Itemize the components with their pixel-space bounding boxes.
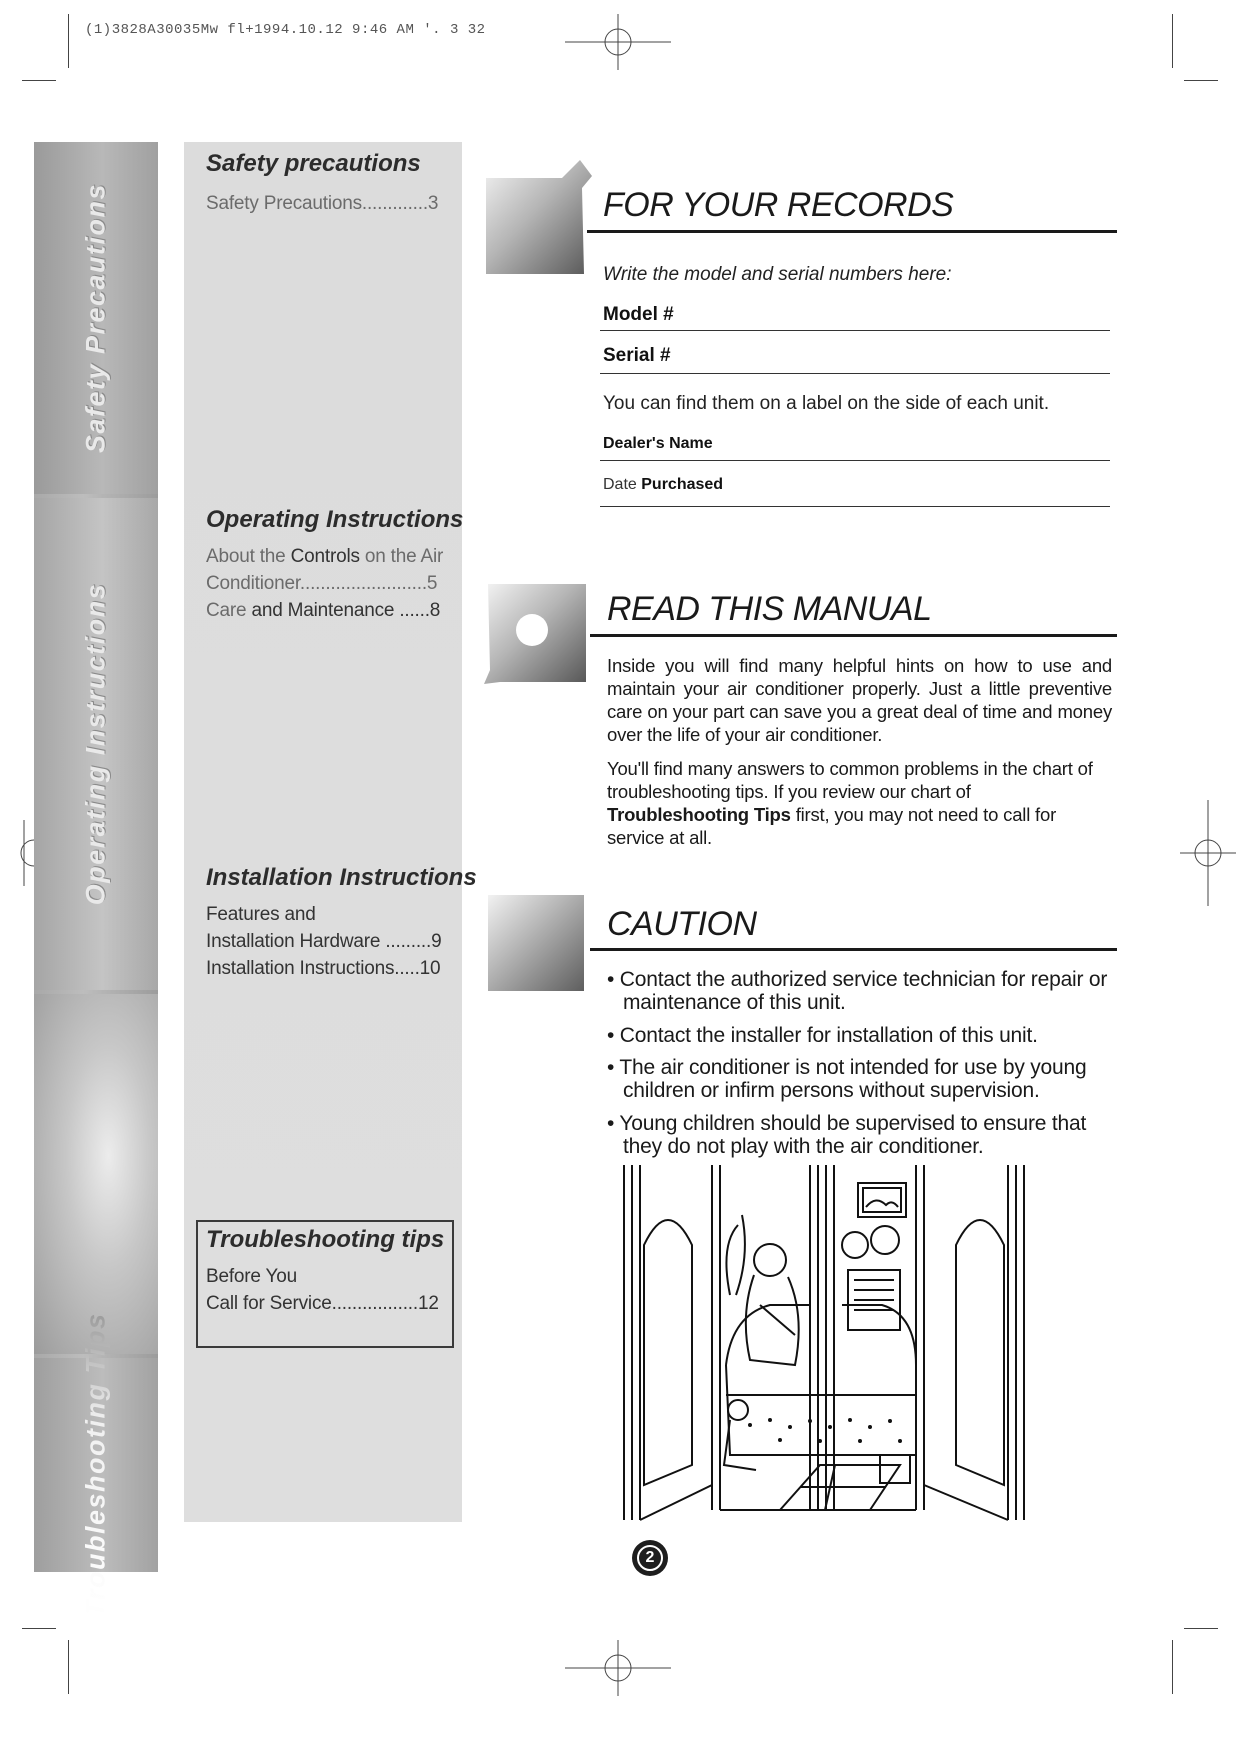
toc-entry-text: Care <box>206 600 252 621</box>
manual-text: You'll find many answers to common problems in the chart of troubleshooting tips. If you review our chart of <box>607 758 1093 802</box>
dealer-label: Dealer's Name <box>603 435 713 452</box>
toc-entry[interactable] <box>206 958 440 980</box>
registration-mark-right <box>1180 800 1236 906</box>
registration-mark-top <box>565 14 671 70</box>
registration-mark-bottom <box>565 1640 671 1696</box>
caution-title: CAUTION <box>607 905 757 943</box>
caution-section-badge <box>488 895 584 991</box>
toc-entry-text: Before You <box>206 1266 297 1287</box>
toc-heading-troubleshooting: Troubleshooting tips <box>206 1226 445 1253</box>
registration-mark-left <box>14 800 34 906</box>
family-window-illustration <box>620 1165 1060 1525</box>
crop-mark <box>68 1640 69 1694</box>
toc-entry-text: Features and <box>206 904 316 925</box>
toc-entry-text: Installation Hardware .........9 <box>206 931 442 952</box>
toc-entry[interactable] <box>206 546 443 568</box>
caution-bullet: • Contact the authorized service technician for repair or maintenance of this unit. <box>607 968 1108 1014</box>
page-number-badge <box>632 1540 668 1576</box>
model-field-line[interactable] <box>600 330 1110 331</box>
toc-heading-installation: Installation Instructions <box>206 864 477 891</box>
section-rule <box>590 948 1117 951</box>
toc-entry[interactable] <box>206 1266 297 1288</box>
manual-text: first, you may not need to call for service at all. <box>607 804 1057 848</box>
crop-mark <box>68 14 69 68</box>
page-number: 2 <box>637 1545 663 1571</box>
serial-label: Serial # <box>603 345 671 366</box>
label-note: You can find them on a label on the side of each unit. <box>603 393 1050 414</box>
toc-entry-text: and Maintenance ......8 <box>251 600 441 621</box>
records-instruction: Write the model and serial numbers here: <box>603 264 952 285</box>
toc-heading-operating: Operating Instructions <box>206 506 464 533</box>
side-tab-label: Troubleshooting Tips <box>80 1312 111 1618</box>
date-label-part: Purchased <box>641 476 724 493</box>
toc-entry-text: Call for Service.................12 <box>206 1293 439 1314</box>
manual-title: READ THIS MANUAL <box>607 590 932 628</box>
model-label: Model # <box>603 304 674 325</box>
crop-mark <box>1172 1640 1173 1694</box>
print-header: (1)3828A30035Mw fl+1994.10.12 9:46 AM '. 3 32 <box>85 22 486 38</box>
manual-paragraph <box>607 757 1112 849</box>
toc-entry-text: Safety Precautions.............3 <box>206 193 439 214</box>
toc-entry[interactable] <box>206 193 438 215</box>
date-label <box>603 476 723 494</box>
section-rule <box>590 634 1117 637</box>
crop-mark <box>1184 80 1218 81</box>
records-title: FOR YOUR RECORDS <box>603 186 954 224</box>
toc-entry[interactable] <box>206 931 441 953</box>
date-label-part: Date <box>603 476 642 493</box>
caution-bullet: • Contact the installer for installation of this unit. <box>607 1024 1038 1047</box>
toc-entry[interactable] <box>206 600 440 622</box>
side-tab-installation[interactable] <box>34 994 158 1354</box>
caution-bullet: • Young children should be supervised to ensure that they do not play with the air conditioner. <box>607 1112 1087 1158</box>
toc-heading-safety: Safety precautions <box>206 150 421 177</box>
side-tab-safety[interactable] <box>34 142 158 494</box>
toc-entry-text: Installation Instructions.....10 <box>206 958 441 979</box>
side-tab-label: Safety Precautions <box>80 182 111 454</box>
date-field-line[interactable] <box>600 506 1110 507</box>
toc-entry[interactable] <box>206 1293 439 1315</box>
section-rule <box>587 230 1117 233</box>
caution-bullet: • The air conditioner is not intended for use by young children or infirm persons without supervision. <box>607 1056 1087 1102</box>
toc-entry-text: on the <box>359 546 421 567</box>
toc-entry[interactable] <box>206 904 316 926</box>
toc-entry-text: Conditioner.........................5 <box>206 573 438 594</box>
side-tab-label: Operating Instructions <box>80 582 111 906</box>
toc-entry-text: Air <box>420 546 444 567</box>
manual-emphasis: Troubleshooting Tips <box>607 804 791 825</box>
crop-mark <box>1184 1628 1218 1629</box>
serial-field-line[interactable] <box>600 373 1110 374</box>
toc-entry-text: Controls <box>290 546 360 567</box>
crop-mark <box>1172 14 1173 68</box>
crop-mark <box>22 80 56 81</box>
manual-section-badge <box>470 580 590 686</box>
records-section-badge <box>482 158 602 276</box>
side-tab-troubleshooting[interactable] <box>34 1312 158 1618</box>
toc-entry-text: About the <box>206 546 291 567</box>
manual-paragraph: Inside you will find many helpful hints on how to use and maintain your air conditioner properly. Just a little preventive care on your part can save you a great deal of time and money over the life of your air conditioner. <box>607 655 1112 745</box>
crop-mark <box>22 1628 56 1629</box>
side-tab-strip <box>34 142 158 1618</box>
toc-entry[interactable] <box>206 573 437 595</box>
side-tab-operating[interactable] <box>34 498 158 990</box>
dealer-field-line[interactable] <box>600 460 1110 461</box>
